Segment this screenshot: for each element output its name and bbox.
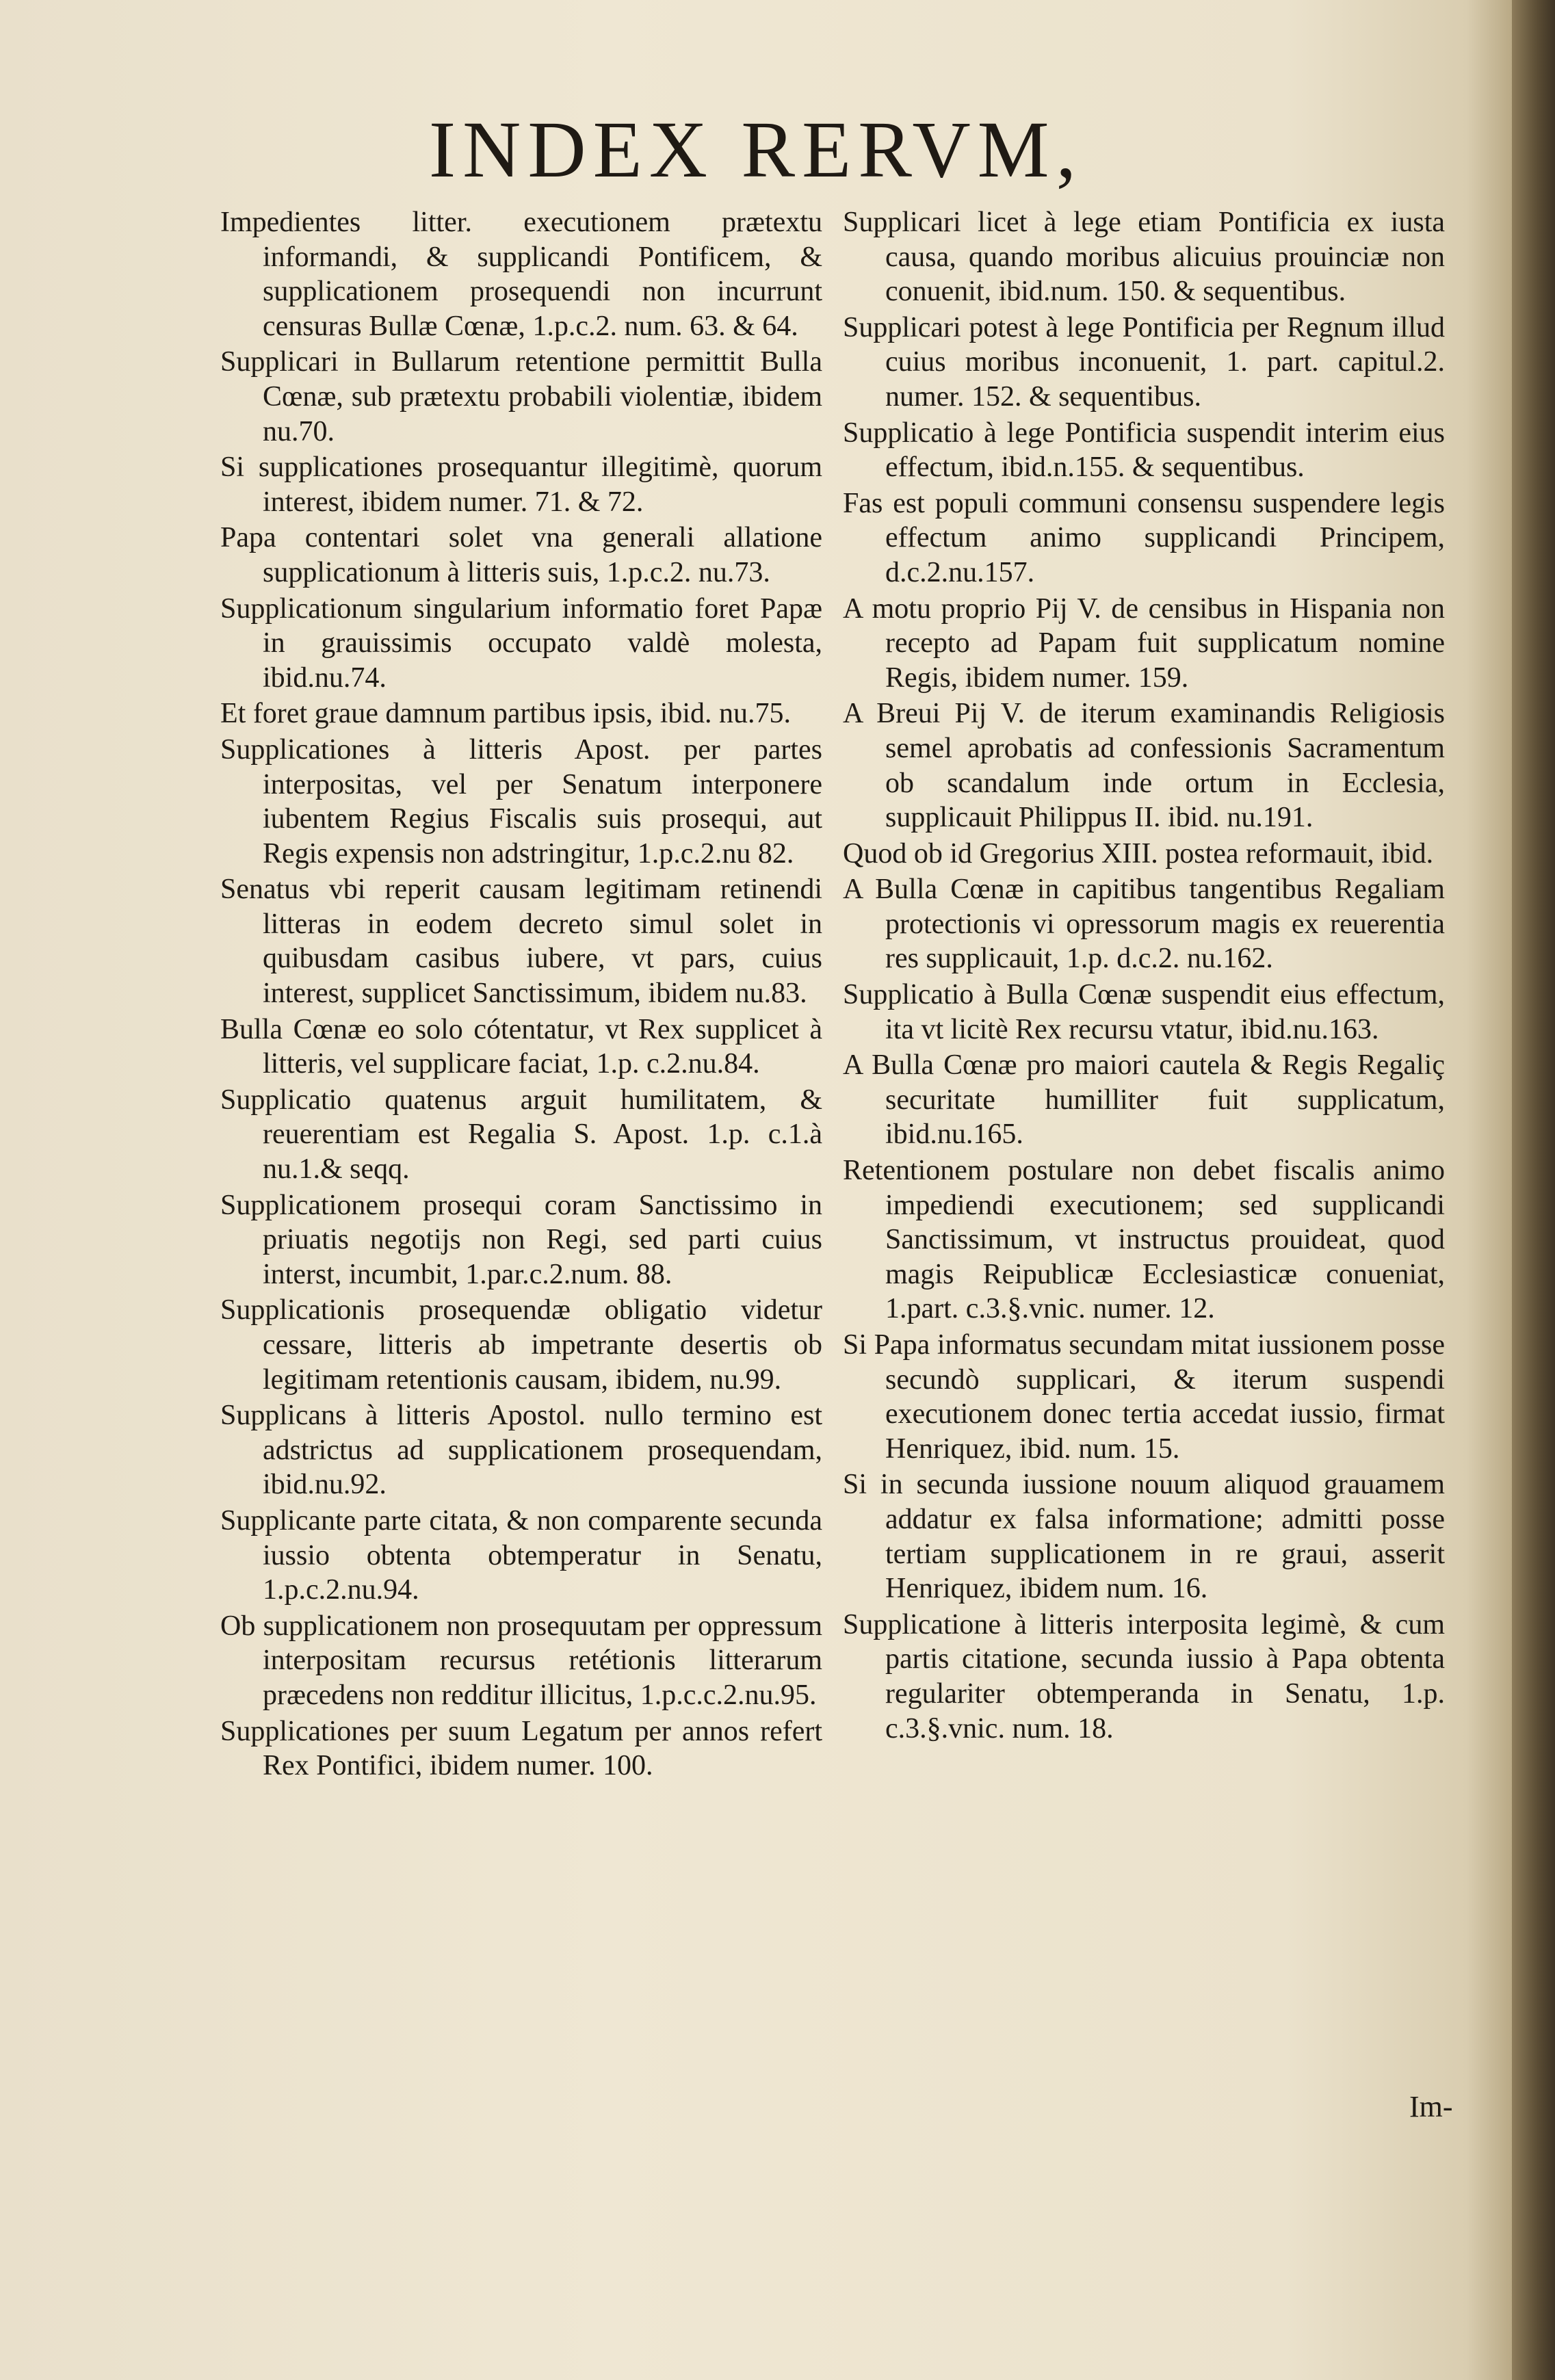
index-entry: Supplicari potest à lege Pontificia per Regnum illud cuius moribus inconuenit, 1. part. capitul.2. numer. 152. & sequentibus. [843, 311, 1445, 413]
index-entry: Supplicatione à litteris interposita legimè, & cum partis citatione, secunda iussio à Papa obtenta regulariter obtemperanda in Senatu, 1.p. c.3.§.vnic. num. 18. [843, 1608, 1445, 1744]
page-title: INDEX RERVM, [428, 105, 1084, 194]
index-entry: A Bulla Cœnæ pro maiori cautela & Regis Regaliç securitate humilliter fuit supplicatum, ibid.nu.165. [843, 1049, 1445, 1151]
index-entry: Et foret graue damnum partibus ipsis, ibid. nu.75. [220, 698, 792, 730]
index-entry: Supplicationum singularium informatio foret Papæ in grauissimis occupato valdè molesta, ibid.nu.74. [220, 592, 822, 694]
index-entry: A motu proprio Pij V. de censibus in Hispania non recepto ad Papam fuit supplicatum nomine Regis, ibidem numer. 159. [843, 592, 1445, 694]
index-entry: Retentionem postulare non debet fiscalis animo impediendi executionem; sed supplicandi Sanctissimum, vt instructus prouideat, quod magis Reipublicæ Ecclesiasticæ conueniat, 1.part. c.3.§.vnic. numer. 12. [843, 1155, 1445, 1325]
index-entry: Fas est populi communi consensu suspendere legis effectum animo supplicandi Principem, d.c.2.nu.157. [843, 487, 1445, 588]
index-entry: Quod ob id Gregorius XIII. postea reformauit, ibid. [843, 837, 1434, 869]
index-entry: Papa contentari solet vna generali allatione supplicationum à litteris suis, 1.p.c.2. nu.73. [220, 522, 822, 588]
index-entry: A Bulla Cœnæ in capitibus tangentibus Regaliam protectionis vi opressorum magis ex reuerentia res supplicauit, 1.p. d.c.2. nu.162. [843, 874, 1445, 975]
index-entry: Supplicari licet à lege etiam Pontificia ex iusta causa, quando moribus alicuius prouinciæ non conuenit, ibid.num. 150. & sequentibus. [843, 207, 1445, 308]
index-entry: Si supplicationes prosequantur illegitimè, quorum interest, ibidem numer. 71. & 72. [220, 452, 822, 518]
index-entry: Senatus vbi reperit causam legitimam retinendi litteras in eodem decreto simul solet in quibusdam casibus iubere, vt pars, cuius interest, supplicet Sanctissimum, ibidem nu.83. [220, 874, 822, 1010]
index-entry: Si Papa informatus secundam mitat iussionem posse secundò supplicari, & iterum suspendi executionem donec tertia accedat iussio, firmat Henriquez, ibid. num. 15. [843, 1329, 1445, 1465]
index-entry: A Breui Pij V. de iterum examinandis Religiosis semel aprobatis ad confessionis Sacramentum ob scandalum inde ortum in Ecclesia, supplicauit Philippus II. ibid. nu.191. [843, 698, 1445, 834]
index-entry: Si in secunda iussione nouum aliquod grauamem addatur ex falsa informatione; admitti posse tertiam supplicationem in re graui, asserit Henriquez, ibidem num. 16. [843, 1469, 1445, 1605]
index-entry: Supplicatio à Bulla Cœnæ suspendit eius effectum, ita vt licitè Rex recursu vtatur, ibid.nu.163. [843, 979, 1445, 1045]
index-entry: Impedientes litter. executionem prætextu informandi, & supplicandi Pontificem, & supplicationem prosequendi non incurrunt censuras Bullæ Cœnæ, 1.p.c.2. num. 63. & 64. [220, 207, 822, 342]
left-column [220, 205, 822, 1785]
index-entry: Supplicationes per suum Legatum per annos refert Rex Pontifici, ibidem numer. 100. [220, 1715, 822, 1782]
right-column [843, 205, 1445, 1747]
index-entry: Supplicationis prosequendæ obligatio videtur cessare, litteris ab impetrante desertis ob legitimam retentionis causam, ibidem, nu.99. [220, 1294, 822, 1396]
book-spine-edge [1512, 0, 1555, 2380]
index-entry: Supplicationem prosequi coram Sanctissimo in priuatis negotijs non Regi, sed parti cuius interst, incumbit, 1.par.c.2.num. 88. [220, 1189, 822, 1290]
index-entry: Supplicans à litteris Apostol. nullo termino est adstrictus ad supplicationem prosequendam, ibid.nu.92. [220, 1400, 822, 1501]
index-entry: Supplicatio à lege Pontificia suspendit interim eius effectum, ibid.n.155. & sequentibus. [843, 417, 1445, 484]
index-entry: Bulla Cœnæ eo solo cótentatur, vt Rex supplicet à litteris, vel supplicare faciat, 1.p. c.2.nu.84. [220, 1013, 822, 1080]
index-entry: Supplicationes à litteris Apost. per partes interpositas, vel per Senatum interponere iubentem Regius Fiscalis suis prosequi, aut Regis expensis non adstringitur, 1.p.c.2.nu 82. [220, 733, 822, 869]
catchword: Im- [1409, 2090, 1453, 2123]
index-entry: Ob supplicationem non prosequutam per oppressum interpositam recursus retétionis litterarum præcedens non redditur illicitus, 1.p.c.c.2.nu.95. [220, 1610, 822, 1711]
index-entry: Supplicante parte citata, & non comparente secunda iussio obtenta obtemperatur in Senatu, 1.p.c.2.nu.94. [220, 1504, 822, 1606]
index-entry: Supplicari in Bullarum retentione permittit Bulla Cœnæ, sub prætextu probabili violentiæ, ibidem nu.70. [220, 346, 822, 447]
index-entry: Supplicatio quatenus arguit humilitatem, & reuerentiam est Regalia S. Apost. 1.p. c.1.à nu.1.& seqq. [220, 1084, 822, 1186]
